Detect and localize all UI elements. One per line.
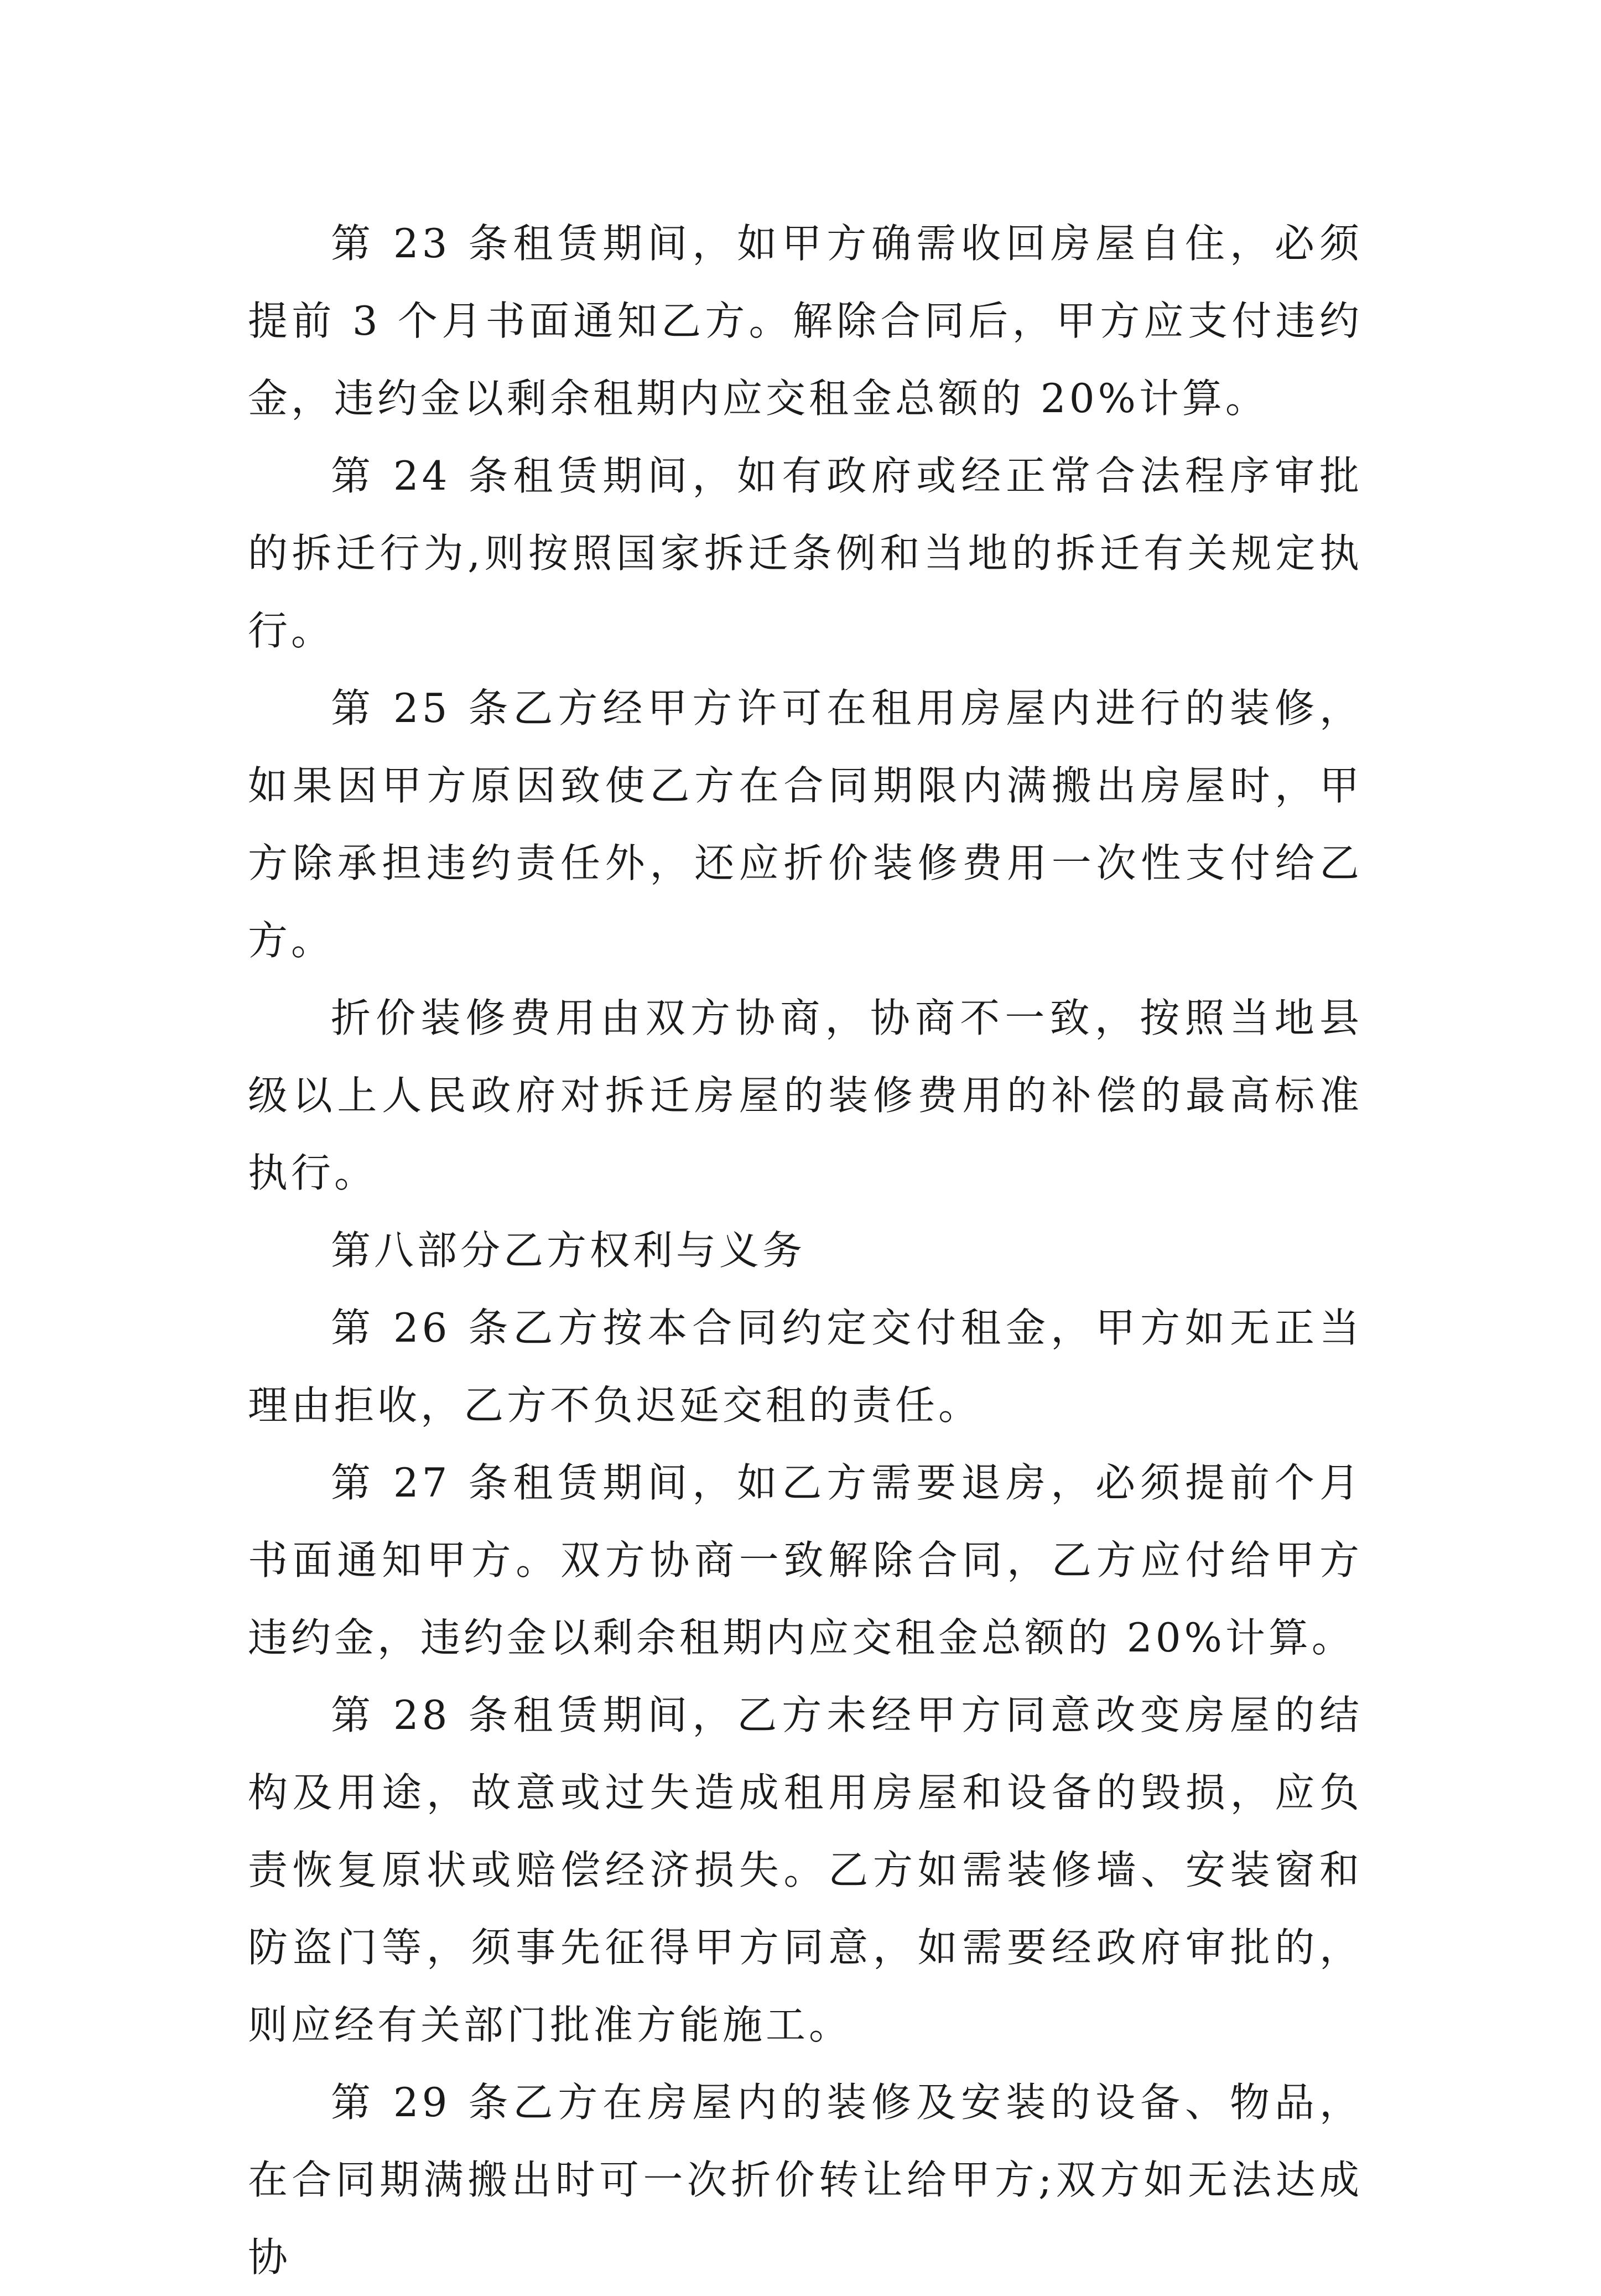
paragraph-article-25: 第 25 条乙方经甲方许可在租用房屋内进行的装修，如果因甲方原因致使乙方在合同期限内满搬出房屋时，甲方除承担违约责任外，还应折价装修费用一次性支付给乙方。 — [248, 685, 1363, 964]
paragraph-article-24: 第 24 条租赁期间，如有政府或经正常合法程序审批的拆迁行为,则按照国家拆迁条例和当地的拆迁有关规定执行。 — [248, 453, 1363, 654]
paragraph-article-23: 第 23 条租赁期间，如甲方确需收回房屋自住，必须提前 3 个月书面通知乙方。解除合同后，甲方应支付违约金，违约金以剩余租期内应交租金总额的 20%计算。 — [248, 220, 1363, 422]
paragraph-article-28: 第 28 条租赁期间，乙方未经甲方同意改变房屋的结构及用途，故意或过失造成租用房屋和设备的毁损，应负责恢复原状或赔偿经济损失。乙方如需装修墙、安装窗和防盗门等，须事先征得甲方同意，如需要经政府审批的，则应经有关部门批准方能施工。 — [248, 1692, 1363, 2048]
paragraph-article-26: 第 26 条乙方按本合同约定交付租金，甲方如无正当理由拒收，乙方不负迟延交租的责任。 — [248, 1305, 1363, 1428]
paragraph-renovation-compensation: 折价装修费用由双方协商，协商不一致，按照当地县级以上人民政府对拆迁房屋的装修费用的补偿的最高标准执行。 — [248, 995, 1363, 1196]
section-heading-part-8: 第八部分乙方权利与义务 — [331, 1227, 806, 1274]
paragraph-article-27: 第 27 条租赁期间，如乙方需要退房，必须提前个月书面通知甲方。双方协商一致解除合同，乙方应付给甲方违约金，违约金以剩余租期内应交租金总额的 20%计算。 — [248, 1459, 1363, 1661]
paragraph-article-29: 第 29 条乙方在房屋内的装修及安装的设备、物品，在合同期满搬出时可一次折价转让给甲方;双方如无法达成协 — [248, 2079, 1363, 2281]
document-body — [248, 205, 1363, 2296]
